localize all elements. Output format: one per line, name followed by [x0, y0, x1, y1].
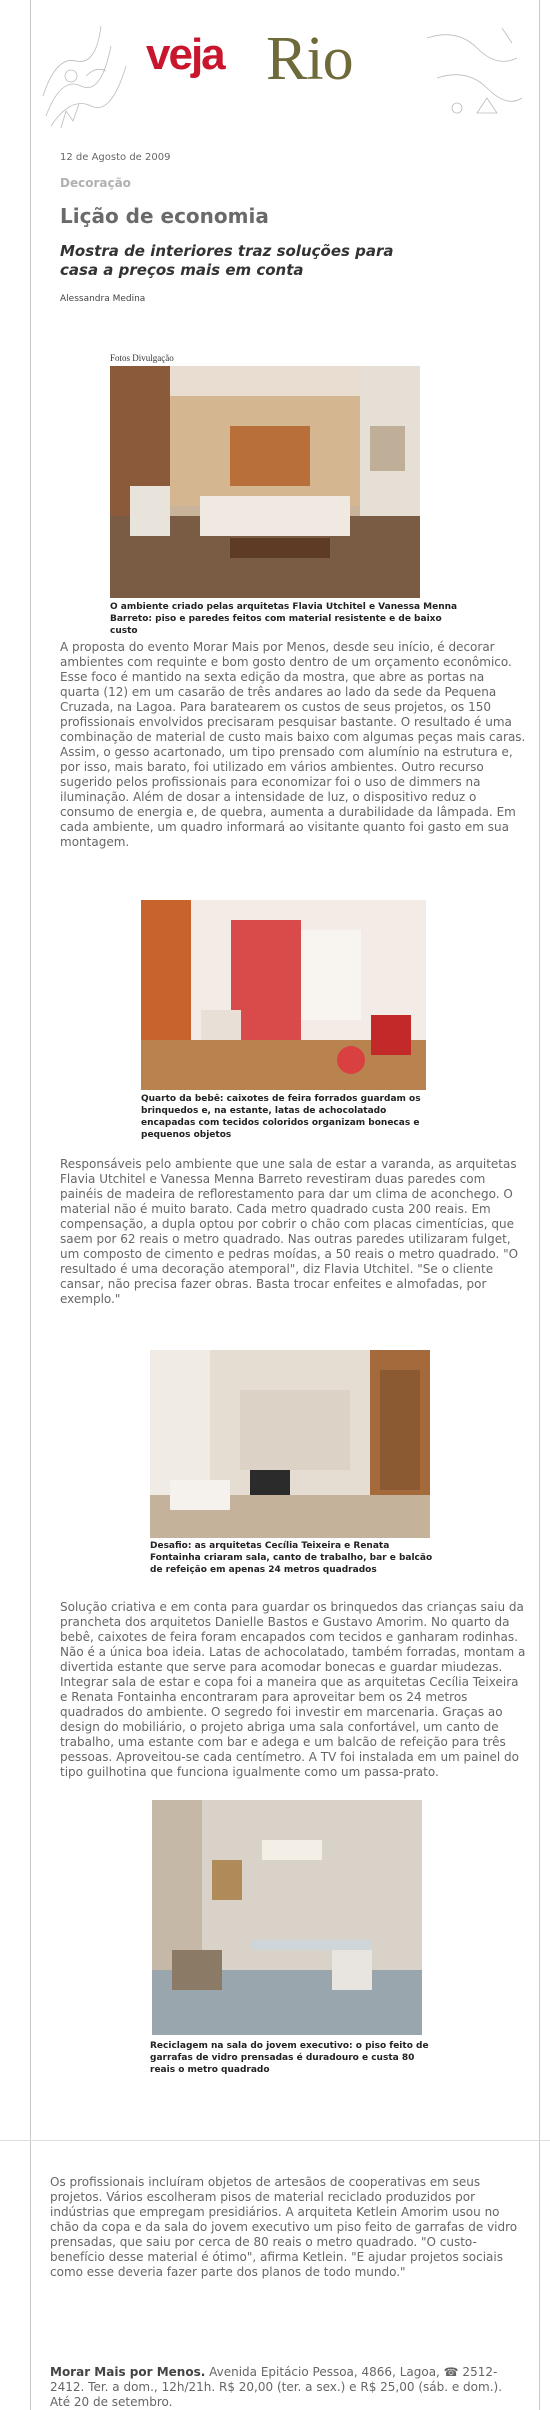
decorative-sketch-right: [417, 18, 527, 128]
photo-caption: Desafio: as arquitetas Cecília Teixeira e Renata Fontainha criaram sala, canto de trabalho, bar e balcão de refeição em apenas 24 metros quadrados: [150, 1541, 433, 1575]
photo-caption: O ambiente criado pelas arquitetas Flavia Utchitel e Vanessa Menna Barreto: piso e paredes feitos com material resistente e de baixo custo: [110, 602, 458, 636]
photo-credit: Fotos Divulgação: [110, 353, 174, 363]
article-paragraph: Os profissionais incluíram objetos de artesãos de cooperativas em seus projetos. Vários escolheram pisos de material reciclado produzidos por indústrias que empregam presidiários. A arquiteta Ketlein Amorim usou no chão da copa e da sala do jovem executivo um piso feito de garrafas de vidro prensadas, que saiu por cerca de 80 reais o metro quadrado. "O custo-benefício desse material é ótimo", afirma Ketlein. "E ajudar projetos sociais como esse deveria fazer parte dos planos de todo mundo.": [50, 2175, 518, 2279]
event-name: Morar Mais por Menos.: [50, 2365, 206, 2379]
article-title: Lição de economia: [60, 204, 269, 228]
photo-small-living-room: [150, 1350, 430, 1538]
decorative-sketch-left: [41, 16, 141, 131]
event-details: Avenida Epitácio Pessoa, 4866, Lagoa, ☎ 2512-2412. Ter. a dom., 12h/21h. R$ 20,00 (ter. a sex.) e R$ 25,00 (sáb. e dom.). Até 20 de setembro.: [50, 2365, 503, 2409]
divider: [0, 2140, 550, 2141]
photo-caption: Quarto da bebê: caixotes de feira forrados guardam os brinquedos e, na estante, latas de achocolatado encapadas com tecidos coloridos organizam bonecas e pequenos objetos: [141, 1094, 421, 1140]
article-paragraph: Responsáveis pelo ambiente que une sala de estar a varanda, as arquitetas Flavia Utchitel e Vanessa Menna Barreto revestiram duas paredes com painéis de madeira de reflorestamento para dar um clima de aconchego. O material não é muito barato. Cada metro quadrado custa 200 reais. Em compensação, a dupla optou por cobrir o chão com placas cimentícias, que saem por 62 reais o metro quadrado. Nas outras paredes utilizaram fulget, um composto de cimento e pedras moídas, a 50 reais o metro quadrado. "O resultado é uma decoração atemporal", diz Flavia Utchitel. "Se o cliente cansar, não precisa fazer obras. Basta trocar enfeites e almofadas, por exemplo.": [60, 1157, 519, 1306]
event-info: [50, 2365, 520, 2410]
photo-executive-room: [152, 1800, 422, 2035]
article-paragraph: A proposta do evento Morar Mais por Menos, desde seu início, é decorar ambientes com requinte e bom gosto dentro de um orçamento econômico. Esse foco é mantido na sexta edição da mostra, que abre as portas na quarta (12) em um casarão de três andares ao lado da sede da Pequena Cruzada, na Lagoa. Para baratearem os custos de seus projetos, os 150 profissionais envolvidos precisaram pesquisar bastante. O resultado é uma combinação de material de custo mais baixo com algumas peças mais caras. Assim, o gesso acartonado, um tipo prensado com alumínio na estrutura e, por isso, mais barato, foi utilizado em vários ambientes. Outro recurso sugerido pelos profissionais para economizar foi o uso de dimmers na iluminação. Além de dosar a intensidade de luz, o dispositivo reduz o consumo de energia e, de quebra, aumenta a durabilidade da lâmpada. Em cada ambiente, um quadro informará ao visitante quanto foi gasto em sua montagem.: [60, 640, 526, 849]
article-author: Alessandra Medina: [60, 294, 146, 304]
masthead: [31, 8, 537, 138]
article-date: 12 de Agosto de 2009: [60, 152, 171, 163]
logo-rio[interactable]: Rio: [266, 25, 353, 93]
logo-veja[interactable]: veja: [146, 30, 224, 79]
photo-living-room: [110, 366, 420, 598]
photo-baby-room: [141, 900, 426, 1090]
article-subtitle: Mostra de interiores traz soluções para casa a preços mais em conta: [60, 242, 394, 279]
section-label[interactable]: Decoração: [60, 176, 131, 190]
article-paragraph: Solução criativa e em conta para guardar os brinquedos das crianças saiu da prancheta dos arquitetos Danielle Bastos e Gustavo Amorim. No quarto da bebê, caixotes de feira foram encapados com tecidos e ganharam rodinhas. Não é a única boa ideia. Latas de achocolatado, também forradas, montam a divertida estante que serve para acomodar bonecas e guardar miudezas. Integrar sala de estar e copa foi a maneira que as arquitetas Cecília Teixeira e Renata Fontainha encontraram para aproveitar bem os 24 metros quadrados do ambiente. O segredo foi investir em marcenaria. Graças ao design do mobiliário, o projeto abriga uma sala confortável, um canto de trabalho, uma estante com bar e adega e um balcão de refeição para três pessoas. Aproveitou-se cada centímetro. A TV foi instalada em um painel do tipo guilhotina que funciona igualmente como um passa-prato.: [60, 1600, 526, 1779]
photo-caption: Reciclagem na sala do jovem executivo: o piso feito de garrafas de vidro prensadas é duradouro e custa 80 reais o metro quadrado: [150, 2041, 429, 2075]
